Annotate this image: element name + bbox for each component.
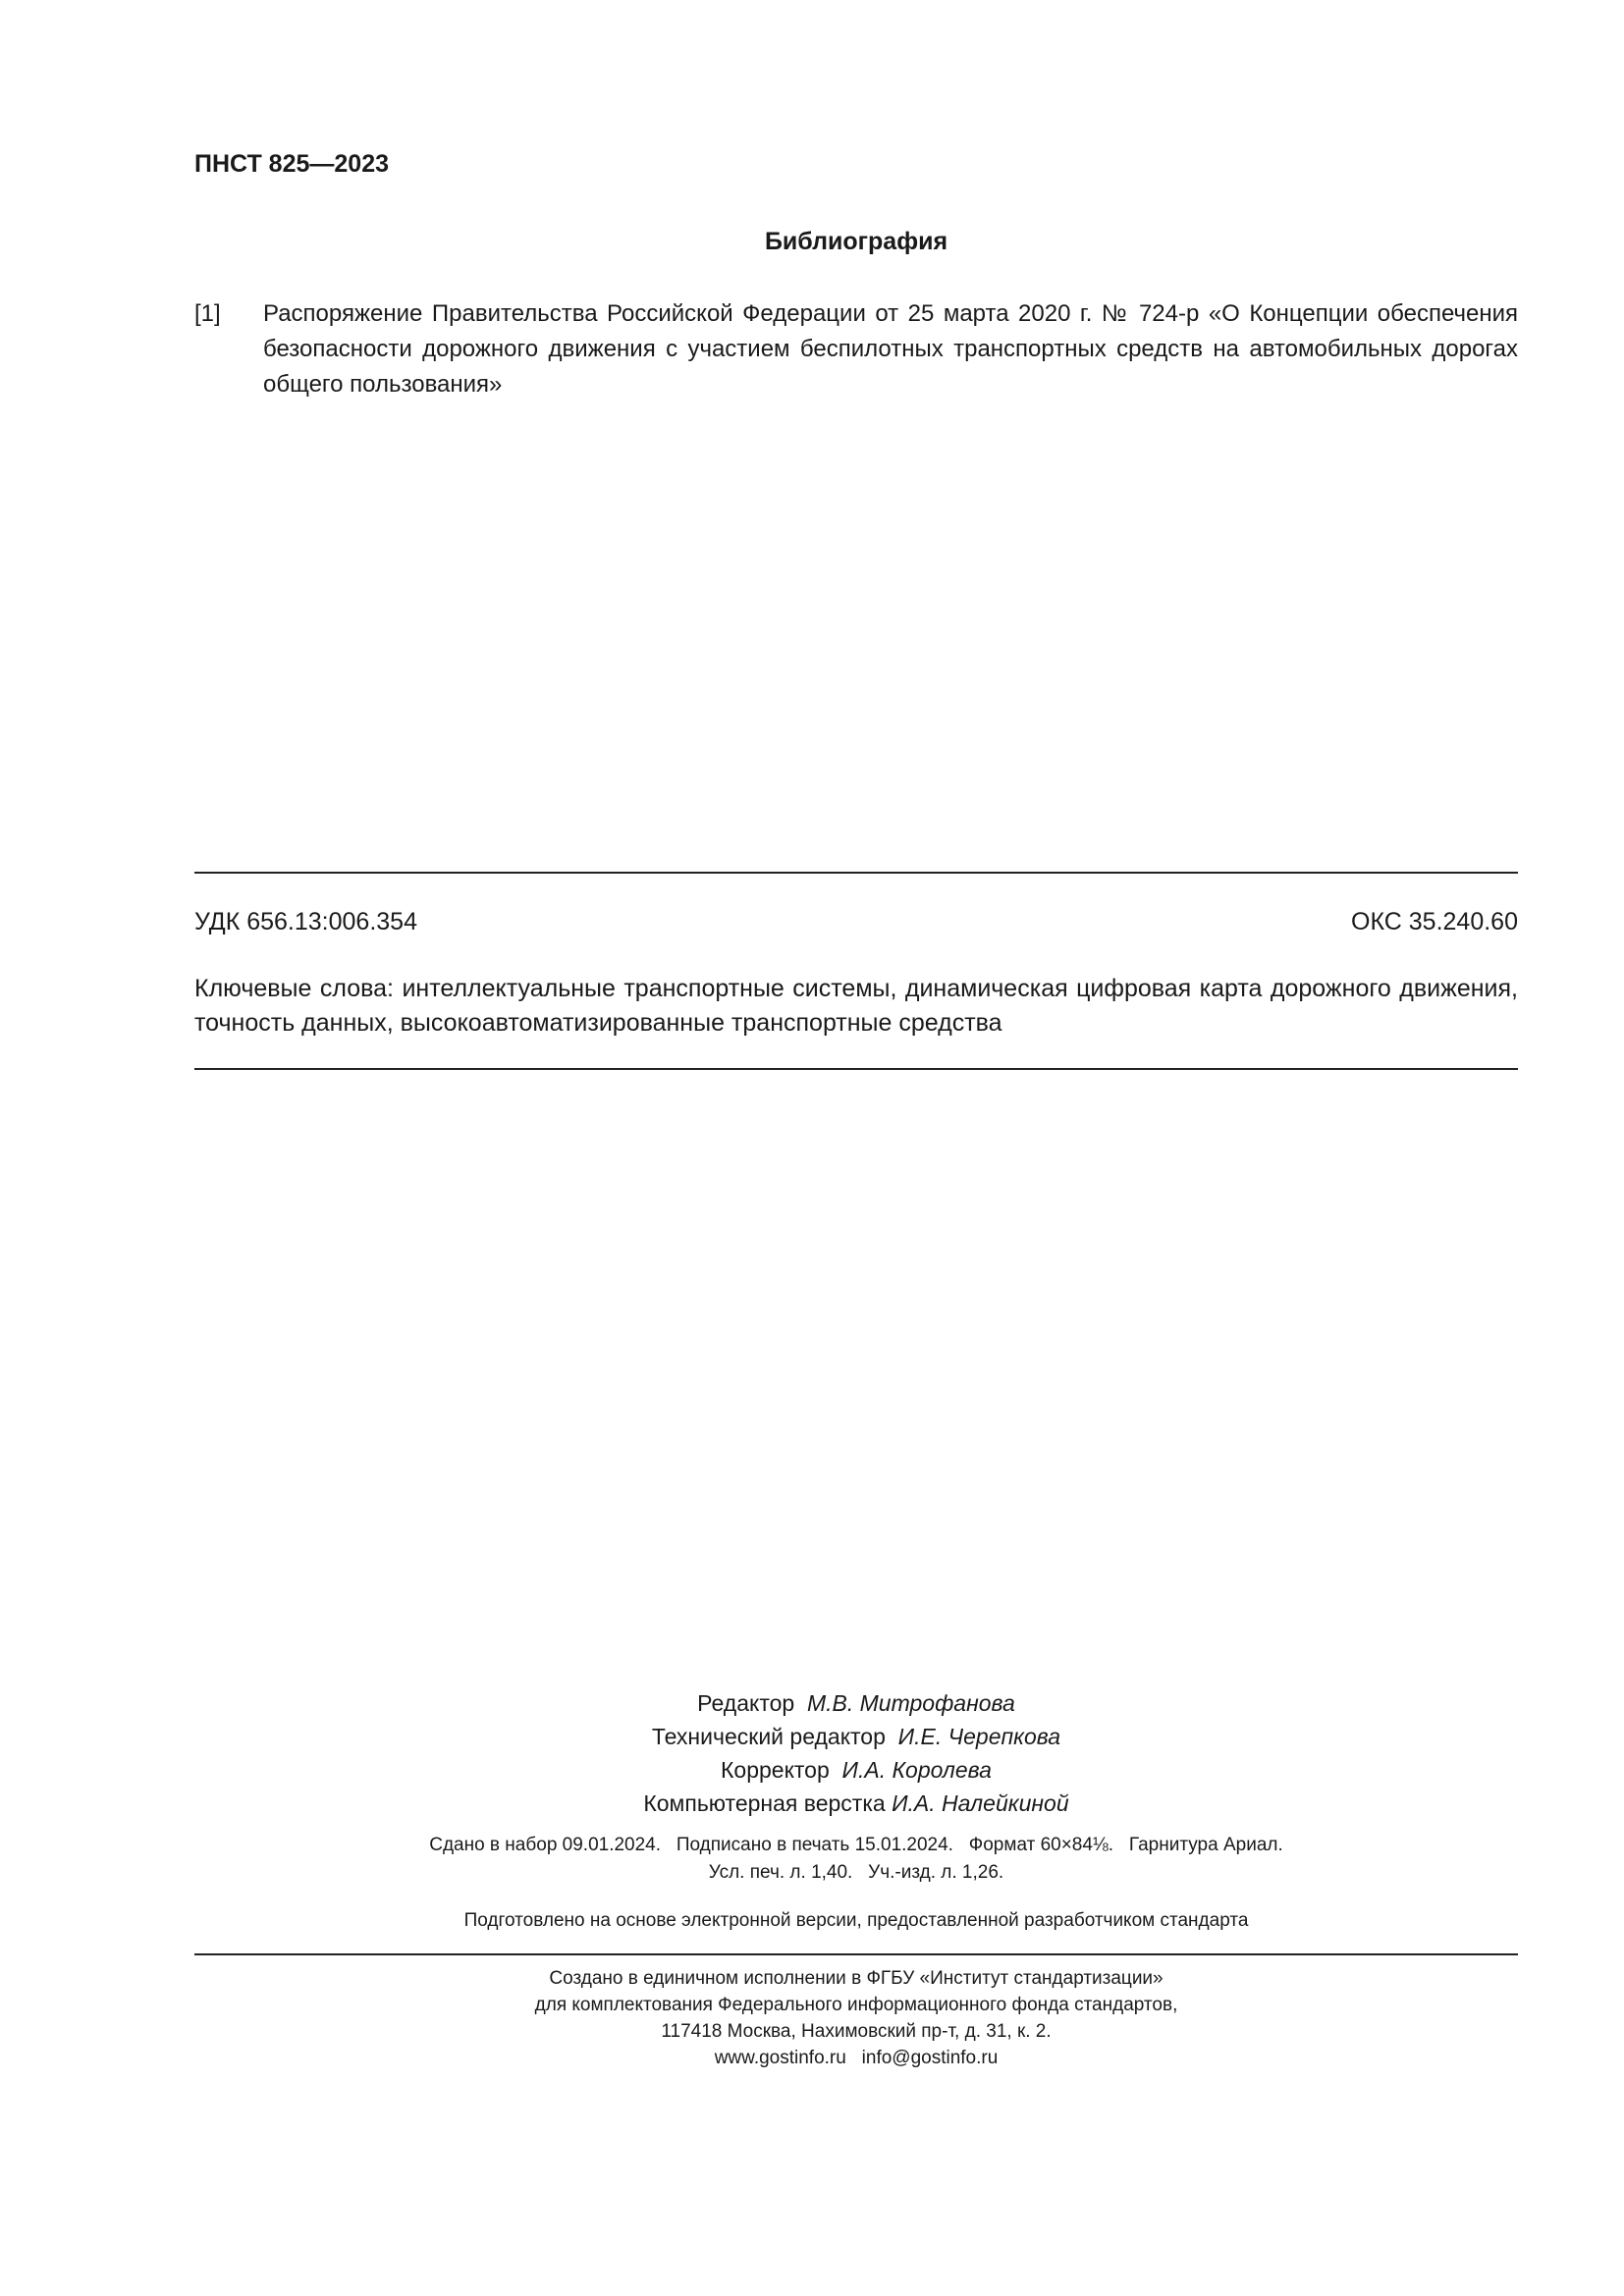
bibliography-title: Библиография xyxy=(764,228,948,255)
credit-role: Корректор xyxy=(721,1757,830,1783)
divider-middle xyxy=(194,1068,1518,1070)
publisher-block xyxy=(194,1965,1518,2071)
credit-line-corrector xyxy=(194,1753,1518,1787)
bibliography-entry-text: Распоряжение Правительства Российской Федерации от 25 марта 2020 г. № 724-р «О Концепции обеспечения безопасности дорожного движения с участием беспилотных транспортных средств на автомобильных дорогах общего пользования» xyxy=(263,300,1518,398)
keywords: Ключевые слова: интеллектуальные транспортные системы, динамическая цифровая карта дорожного движения, точность данных, высокоавтоматизированные транспортные средства xyxy=(194,975,1518,1037)
bibliography-entry-number: [1] xyxy=(194,300,221,327)
credit-role: Компьютерная верстка xyxy=(643,1790,886,1816)
credit-line-tech-editor xyxy=(194,1720,1518,1753)
credit-name: М.В. Митрофанова xyxy=(806,1690,1015,1716)
divider-top xyxy=(194,872,1518,874)
credit-role: Технический редактор xyxy=(651,1724,886,1749)
publisher-line-2: для комплектования Федерального информационного фонда стандартов, xyxy=(534,1995,1178,2015)
credits-block xyxy=(194,1686,1518,1820)
credit-line-editor xyxy=(194,1686,1518,1720)
credit-name: И.Е. Черепкова xyxy=(897,1724,1061,1749)
credit-name: И.А. Налейкиной xyxy=(892,1790,1069,1816)
oks-code: ОКС 35.240.60 xyxy=(1351,908,1518,935)
imprint-block xyxy=(194,1832,1518,1887)
publisher-contacts: www.gostinfo.ru info@gostinfo.ru xyxy=(714,2048,999,2068)
divider-bottom xyxy=(194,1953,1518,1955)
credit-role: Редактор xyxy=(697,1690,795,1716)
credit-name: И.А. Королева xyxy=(841,1757,992,1783)
prepared-note: Подготовлено на основе электронной версии, предоставленной разработчиком стандарта xyxy=(463,1910,1249,1931)
publisher-line-3: 117418 Москва, Нахимовский пр-т, д. 31, к. 2. xyxy=(661,2021,1052,2042)
credit-line-layout xyxy=(194,1787,1518,1820)
udk-code: УДК 656.13:006.354 xyxy=(194,908,417,935)
imprint-line-1: Сдано в набор 09.01.2024. Подписано в печать 15.01.2024. Формат 60×84⅛. Гарнитура Ариал. xyxy=(429,1835,1283,1855)
publisher-line-1: Создано в единичном исполнении в ФГБУ «Институт стандартизации» xyxy=(549,1968,1164,1989)
imprint-line-2: Усл. печ. л. 1,40. Уч.-изд. л. 1,26. xyxy=(708,1862,1004,1883)
standard-code: ПНСТ 825—2023 xyxy=(194,150,389,178)
